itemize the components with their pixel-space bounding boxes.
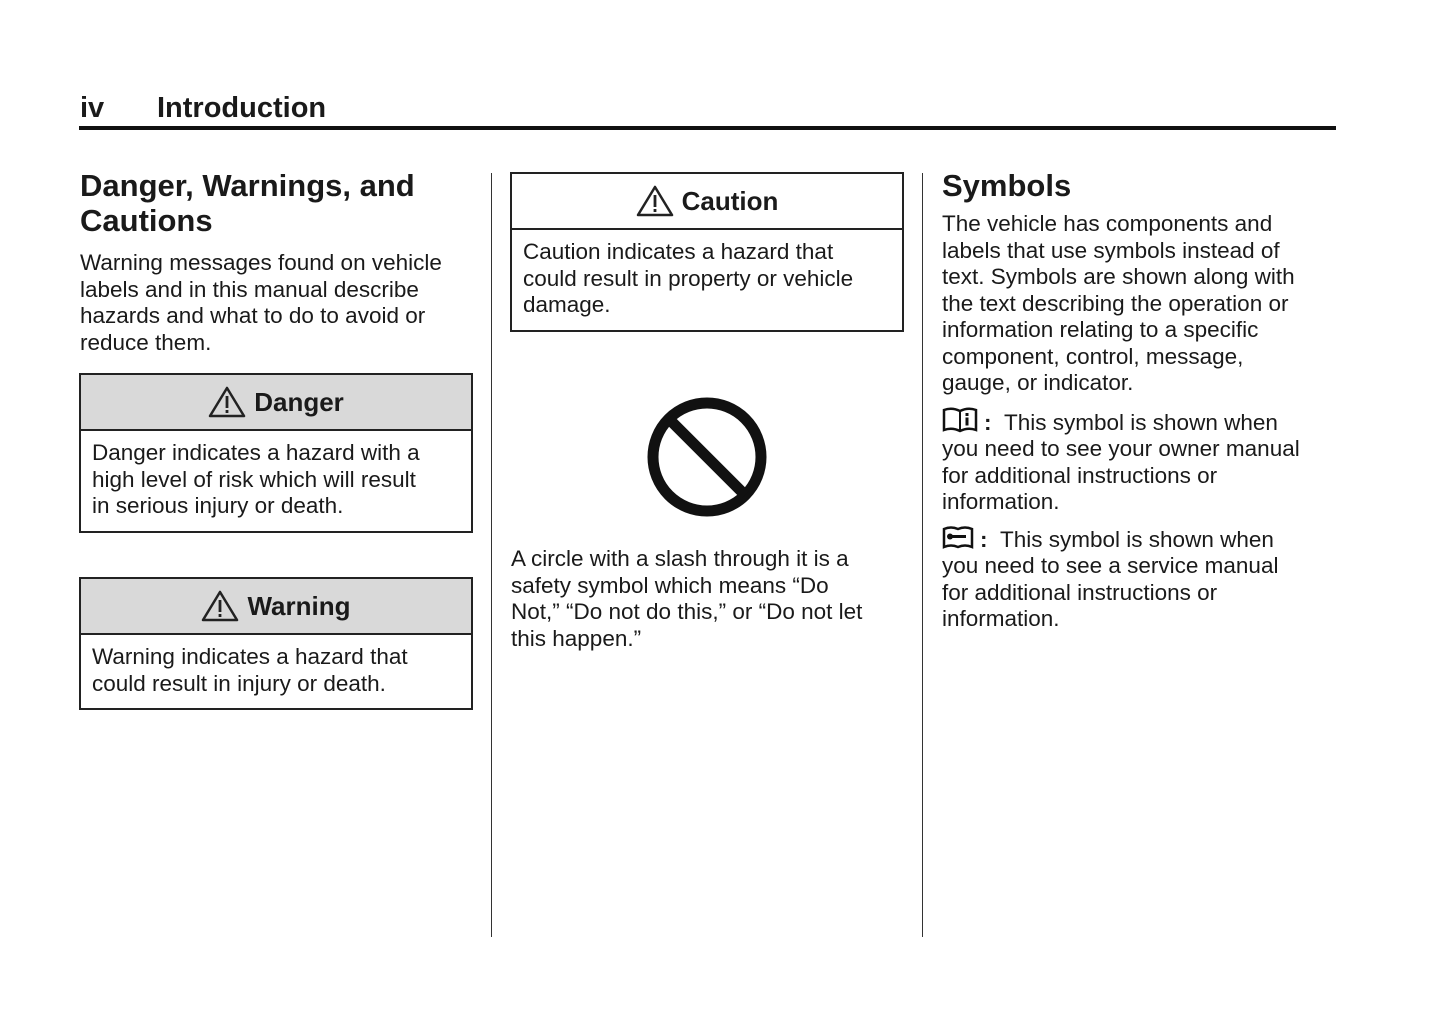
warning-header bbox=[81, 579, 471, 635]
warning-title: Warning bbox=[247, 590, 351, 621]
service-manual-wrench-book-icon bbox=[942, 526, 974, 550]
symbols-intro bbox=[942, 211, 1342, 397]
warning-triangle-icon bbox=[201, 590, 239, 622]
warning-triangle-icon bbox=[636, 185, 674, 217]
colon: : bbox=[980, 526, 988, 552]
prohibition-icon bbox=[645, 395, 769, 519]
text-line: the text describing the operation or bbox=[942, 290, 1289, 316]
text-line: reduce them. bbox=[80, 329, 212, 355]
text-line: hazards and what to do to avoid or bbox=[80, 303, 426, 328]
text-line: Danger indicates a hazard with a bbox=[92, 440, 420, 465]
intro-paragraph bbox=[80, 250, 475, 356]
text-line: high level of risk which will result bbox=[92, 466, 416, 492]
prohibition-description bbox=[511, 546, 862, 652]
text-line: for additional instructions or bbox=[942, 579, 1218, 605]
text-line: you need to see your owner manual bbox=[942, 436, 1300, 461]
text-line: damage. bbox=[523, 292, 611, 317]
owner-manual-symbol-entry bbox=[942, 407, 1342, 516]
column-3 bbox=[942, 168, 1342, 633]
warning-text bbox=[81, 635, 471, 705]
header-rule bbox=[79, 126, 1336, 130]
column-divider bbox=[491, 173, 492, 937]
text-line: you need to see a service manual bbox=[942, 553, 1279, 578]
text-line: for additional instructions or bbox=[942, 462, 1218, 488]
text-line: A circle with a slash through it is a bbox=[511, 546, 849, 571]
caution-text bbox=[512, 230, 902, 327]
column-divider bbox=[922, 173, 923, 937]
text-line: in serious injury or death. bbox=[92, 493, 344, 518]
text-line: labels and in this manual describe bbox=[80, 276, 419, 302]
warning-triangle-icon bbox=[208, 386, 246, 418]
text-line: Not,” “Do not do this,” or “Do not let bbox=[511, 599, 863, 624]
heading-line: Danger, Warnings, and bbox=[80, 168, 415, 203]
column-1 bbox=[80, 168, 475, 356]
danger-text bbox=[81, 431, 471, 528]
text-line: text. Symbols are shown along with bbox=[942, 264, 1295, 289]
text-line: gauge, or indicator. bbox=[942, 370, 1134, 395]
text-line: This symbol is shown when bbox=[1000, 526, 1274, 552]
text-line: information. bbox=[942, 606, 1060, 631]
text-line: safety symbol which means “Do bbox=[511, 572, 829, 598]
service-manual-symbol-entry bbox=[942, 526, 1342, 633]
text-line: information relating to a specific bbox=[942, 317, 1259, 342]
text-line: component, control, message, bbox=[942, 343, 1244, 369]
warning-box bbox=[79, 577, 473, 710]
heading-line: Cautions bbox=[80, 203, 213, 238]
heading-dangers bbox=[80, 168, 475, 238]
colon: : bbox=[984, 409, 992, 435]
danger-title: Danger bbox=[254, 386, 344, 417]
text-line: information. bbox=[942, 489, 1060, 514]
text-line: could result in injury or death. bbox=[92, 670, 386, 696]
text-line: could result in property or vehicle bbox=[523, 265, 854, 291]
caution-box bbox=[510, 172, 904, 332]
text-line: The vehicle has components and bbox=[942, 211, 1273, 236]
text-line: Warning messages found on vehicle bbox=[80, 250, 442, 275]
owner-manual-book-icon bbox=[942, 407, 978, 433]
text-line: Warning indicates a hazard that bbox=[92, 644, 408, 669]
text-line: Caution indicates a hazard that bbox=[523, 239, 834, 264]
text-line: this happen.” bbox=[511, 625, 642, 651]
text-line: This symbol is shown when bbox=[1004, 409, 1278, 435]
danger-header bbox=[81, 375, 471, 431]
text-line: labels that use symbols instead of bbox=[942, 237, 1280, 263]
section-title: Introduction bbox=[157, 92, 327, 124]
caution-title: Caution bbox=[681, 185, 779, 216]
heading-symbols: Symbols bbox=[942, 168, 1072, 203]
caution-header bbox=[512, 174, 902, 230]
page-number: iv bbox=[80, 92, 105, 124]
danger-box bbox=[79, 373, 473, 533]
